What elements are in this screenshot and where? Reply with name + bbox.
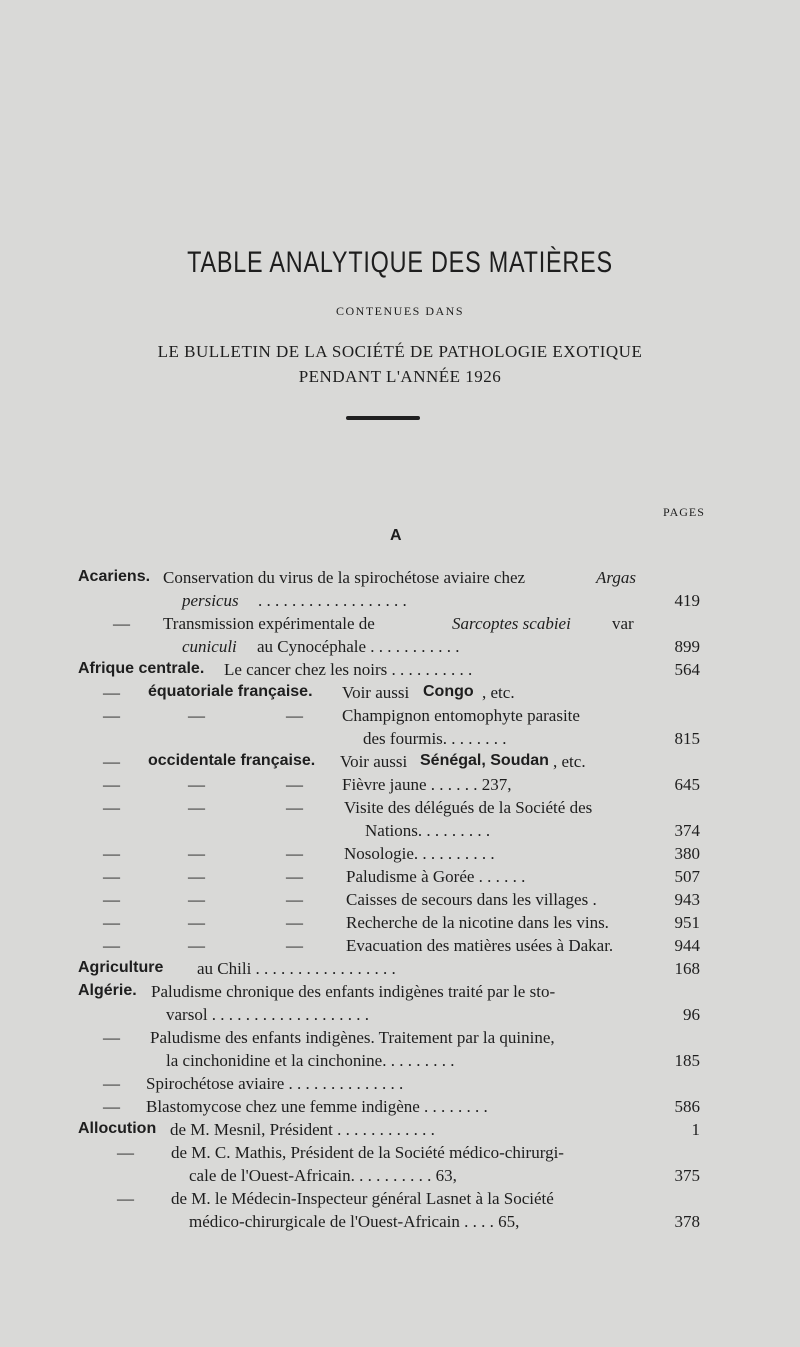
index-entry: — Transmission expérimentale de Sarcoptes scabiei var	[113, 614, 634, 633]
index-entry: — — — Evacuation des matières usées à Dakar. 944	[103, 936, 700, 955]
page-number: 378	[674, 1212, 700, 1231]
page-number: 564	[674, 660, 700, 679]
subtitle: CONTENUES DANS	[335, 304, 464, 318]
index-entry-cont: Nations. . . . . . . . . 374	[365, 821, 700, 840]
divider-rule	[346, 416, 420, 420]
index-entry: — Blastomycose chez une femme indigène . . . . . . . . 586	[103, 1097, 700, 1116]
index-entry: — — — Champignon entomophyte parasite	[103, 706, 580, 725]
page-number: 168	[674, 959, 700, 978]
page-number: 943	[674, 890, 700, 909]
pages-column-header: PAGES	[663, 505, 705, 519]
page-number: 374	[674, 821, 700, 840]
index-entry-cont: des fourmis. . . . . . . . 815	[363, 729, 700, 748]
page-number: 375	[674, 1166, 700, 1185]
year-line: PENDANT L'ANNÉE 1926	[298, 367, 502, 386]
index-entry-cont: persicus . . . . . . . . . . . . . . . . . . 419	[182, 591, 700, 610]
index-entry: — — — Fièvre jaune . . . . . . 237, 645	[103, 775, 700, 794]
index-entry: — occidentale française. Voir aussi Sénégal, Soudan , etc.	[103, 752, 586, 771]
section-letter: A	[390, 527, 402, 544]
page-number: 586	[674, 1097, 700, 1116]
index-entry-cont: varsol . . . . . . . . . . . . . . . . . . . 96	[166, 1005, 700, 1024]
index-entry: — — — Caisses de secours dans les villages . 943	[103, 890, 700, 909]
index-entry: — Paludisme des enfants indigènes. Traitement par la quinine,	[103, 1028, 555, 1047]
page-number: 419	[674, 591, 700, 610]
page-number: 899	[674, 637, 700, 656]
page-number: 380	[674, 844, 700, 863]
page-number: 815	[674, 729, 700, 748]
index-entry: — — — Visite des délégués de la Société des	[103, 798, 593, 817]
index-entry: Acariens. Conservation du virus de la spirochétose aviaire chez Argas	[78, 568, 636, 587]
index-entry: — de M. C. Mathis, Président de la Société médico-chirurgi-	[117, 1143, 564, 1162]
index-entry-cont: médico-chirurgicale de l'Ouest-Africain . . . . 65, 378	[189, 1212, 700, 1231]
index-entry-cont: la cinchonidine et la cinchonine. . . . . . . . . 185	[166, 1051, 700, 1070]
page-number: 185	[674, 1051, 700, 1070]
index-entry: — équatoriale française. Voir aussi Congo , etc.	[103, 683, 515, 702]
page-number: 944	[674, 936, 700, 955]
index-entry: — Spirochétose aviaire . . . . . . . . . . . . . .	[103, 1074, 404, 1093]
index-entry: Agriculture au Chili . . . . . . . . . . . . . . . . . 168	[78, 959, 700, 978]
page-number: 96	[683, 1005, 700, 1024]
index-entry: Afrique centrale. Le cancer chez les noirs . . . . . . . . . . 564	[78, 660, 700, 679]
index-entry: — — — Paludisme à Gorée . . . . . . 507	[103, 867, 700, 886]
page-number: 1	[691, 1120, 700, 1139]
index-entry-cont: cale de l'Ouest-Africain. . . . . . . . . . 63, 375	[189, 1166, 700, 1185]
page-number: 507	[674, 867, 700, 886]
index-entry: Algérie. Paludisme chronique des enfants indigènes traité par le sto-	[78, 982, 556, 1001]
index-entry: — — — Recherche de la nicotine dans les vins. 951	[103, 913, 700, 932]
index-entry: — — — Nosologie. . . . . . . . . . 380	[103, 844, 700, 863]
journal-name: LE BULLETIN DE LA SOCIÉTÉ DE PATHOLOGIE EXOTIQUE	[157, 342, 643, 361]
index-entry: Allocution de M. Mesnil, Président . . . . . . . . . . . . 1	[78, 1120, 700, 1139]
page-number: 951	[674, 913, 700, 932]
index-entry-cont: cuniculi au Cynocéphale . . . . . . . . . . . 899	[182, 637, 700, 656]
page-number: 645	[674, 775, 700, 794]
index-entry: — de M. le Médecin-Inspecteur général Lasnet à la Société	[117, 1189, 554, 1208]
page-title: TABLE ANALYTIQUE DES MATIÈRES	[187, 246, 613, 279]
